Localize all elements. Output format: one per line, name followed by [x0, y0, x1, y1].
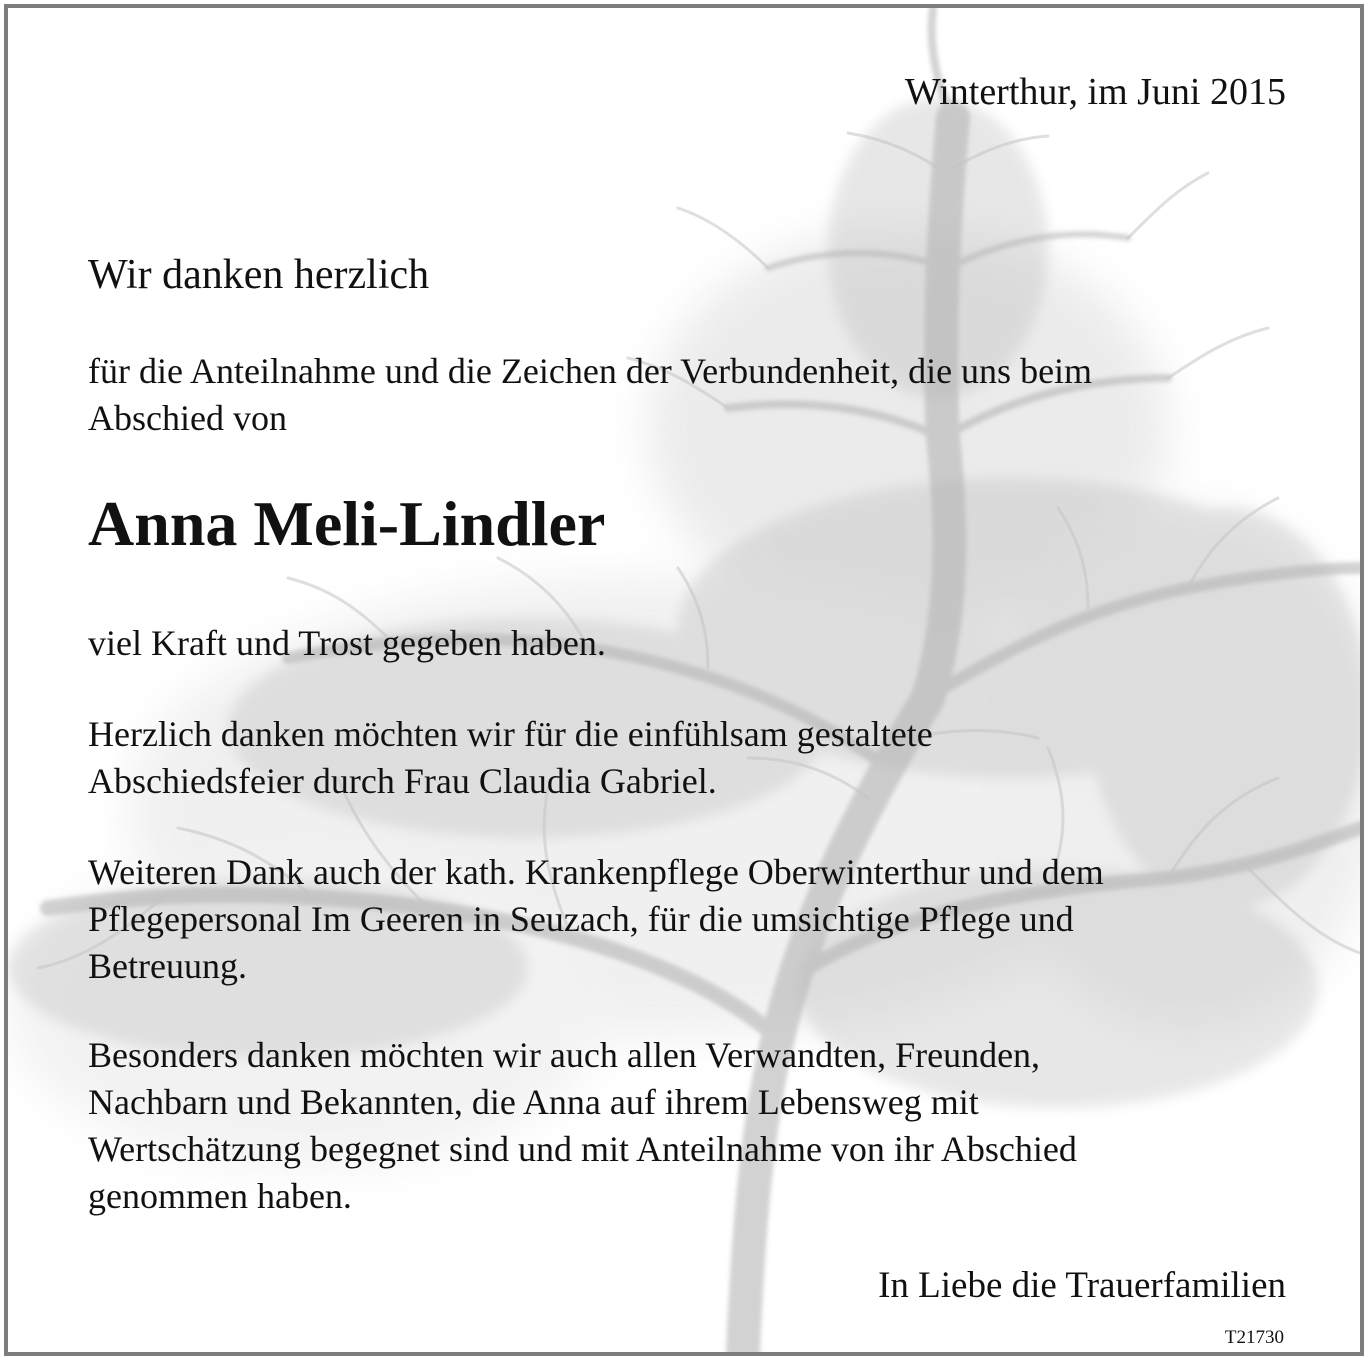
after-name-line: viel Kraft und Trost gegeben haben. [88, 623, 606, 663]
place-and-date: Winterthur, im Juni 2015 [904, 71, 1286, 113]
family-signature: In Liebe die Trauerfamilien [878, 1265, 1286, 1306]
deceased-name: Anna Meli-Lindler [88, 488, 606, 559]
relatives-thanks-paragraph: Besonders danken möchten wir auch allen Verwandten, Freunden, Nachbarn und Bekannten, die Anna auf ihrem Lebensweg mit Wertschätzung begegnet sind und mit Anteilnahme von ihr Abschied genommen haben. [88, 1035, 1077, 1216]
intro-paragraph: für die Anteilnahme und die Zeichen der Verbundenheit, die uns beim Abschied von [88, 351, 1093, 438]
obituary-notice [4, 4, 1364, 1356]
reference-code: T21730 [1224, 1327, 1284, 1348]
ceremony-thanks-paragraph: Herzlich danken möchten wir für die einfühlsam gestaltete Abschiedsfeier durch Frau Claudia Gabriel. [88, 714, 933, 801]
thank-you-heading: Wir danken herzlich [88, 252, 430, 298]
care-thanks-paragraph: Weiteren Dank auch der kath. Krankenpflege Oberwinterthur und dem Pflegepersonal Im Geeren in Seuzach, für die umsichtige Pflege und Betreuung. [88, 852, 1104, 986]
